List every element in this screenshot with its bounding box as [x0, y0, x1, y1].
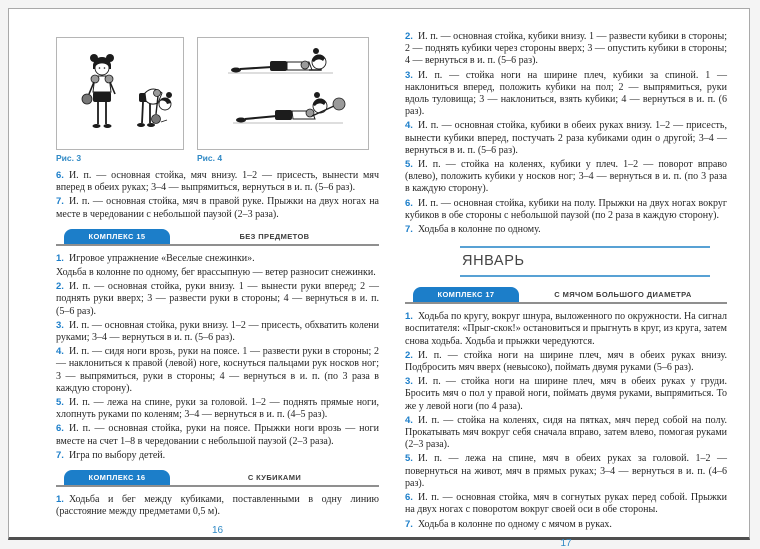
exercise-item	[405, 70, 727, 119]
item-number: 7.	[56, 449, 64, 461]
exercise-item	[405, 31, 727, 68]
figure-3-caption: Рис. 3	[56, 153, 82, 163]
item-number: 7.	[405, 224, 413, 236]
item-number: 1.	[56, 494, 64, 506]
figure-4-drawing	[198, 38, 368, 149]
exercise-item	[405, 198, 727, 222]
item-text: И. п. — основная стойка, кубики внизу. 1 — развести кубики в стороны; 2 — поднять кубики через стороны вверх; 3 — опустить кубики в стороны; 4 — вернуться в и. п. (5–6 раз).	[405, 31, 727, 67]
exercise-item	[56, 346, 379, 395]
item-number: 2.	[405, 349, 413, 361]
figures-row	[56, 37, 379, 150]
item-text: И. п. — основная стойка, кубики в обеих руках внизу. 1–2 — присесть, вынести кубики вперед, постучать 2 раза кубиками один о другой; 3–4 — вернуться в и. п. (5–6 раз).	[405, 120, 727, 156]
item-text: И. п. — основная стойка, мяч внизу. 1–2 — присесть, вынести мяч вперед в обеих руках; 3–4 — выпрямиться, вернуться в и. п. (5–6 раз).	[56, 170, 379, 194]
item-number: 3.	[56, 319, 64, 331]
exercise-item	[56, 196, 379, 220]
exercise-item	[405, 224, 727, 236]
exercise-item	[405, 415, 727, 452]
exercise-item	[405, 120, 727, 157]
item-text: И. п. — стойка ноги на ширине плеч, мяч в обеих руках внизу. Подбросить мяч вверх (невысоко), поймать двумя руками (5–6 раз).	[405, 349, 727, 374]
item-text: Ходьба в колонне по одному с мячом в руках.	[417, 518, 612, 530]
exercise-item	[405, 376, 727, 413]
item-text: И. п. — стойка ноги на ширине плеч, мяч в обеих руках у груди. Бросить мяч о пол у правой ноги, поймать двумя руками, выпрямиться. То же у левой ноги (по 4 раза).	[405, 376, 727, 412]
item-text: И. п. — лежа на спине, мяч в обеих руках за головой. 1–2 — повернуться на живот, мяч в прямых руках; 3–4 — вернуться в и. п. (4–6 раз).	[405, 453, 727, 489]
exercise-item	[56, 450, 379, 462]
item-text: Ходьба в колонне по одному, бег врассыпную — ветер разносит снежинки.	[56, 267, 376, 279]
exercise-item	[56, 397, 379, 421]
item-number: 2.	[56, 281, 64, 293]
item-text: Ходьба в колонне по одному.	[417, 224, 541, 236]
exercise-item	[405, 453, 727, 490]
figure-captions-row	[56, 153, 379, 163]
complex-17-header	[405, 287, 727, 304]
item-number: 7.	[56, 196, 64, 208]
item-number: 1.	[405, 311, 413, 323]
exercise-item	[405, 159, 727, 196]
complex-16-exercise-list-continued	[405, 31, 727, 236]
item-number: 1.	[56, 252, 64, 264]
item-text: Ходьба и бег между кубиками, поставленными в одну линию (расстояние между предметами 0,5 м).	[56, 494, 379, 518]
item-number: 4.	[56, 346, 64, 358]
figure-4-caption: Рис. 4	[197, 153, 223, 163]
complex-15-header	[56, 229, 379, 246]
exercise-item	[405, 311, 727, 348]
item-text: И. п. — основная стойка, мяч в согнутых руках перед собой. Прыжки на двух ногах с поворотом вокруг своей оси в обе стороны.	[405, 492, 727, 516]
item-text: Игровое упражнение «Веселые снежинки».	[68, 252, 255, 264]
exercise-item	[405, 492, 727, 516]
complex-17-exercise-list	[405, 311, 727, 530]
complex-15-exercise-list	[56, 253, 379, 462]
right-page-column	[405, 31, 727, 549]
item-text: И. п. — основная стойка, руки внизу. 1–2 — присесть, обхватить колени руками; 3–4 — вернуться в и. п. (5–6 раз).	[56, 319, 379, 344]
exercise-item	[56, 320, 379, 344]
item-number: 5.	[56, 397, 64, 409]
complex-15-tab: КОМПЛЕКС 15	[64, 229, 170, 244]
item-text: И. п. — стойка на коленях, сидя на пятках, мяч перед собой на полу. Прокатывать мяч вокруг себя сначала вправо, затем влево, помогая руками (2–3 раза).	[405, 414, 727, 451]
complex-16-tab: КОМПЛЕКС 16	[64, 470, 170, 485]
exercise-item	[56, 170, 379, 194]
month-header-january: ЯНВАРЬ	[460, 246, 710, 277]
item-text: И. п. — сидя ноги врозь, руки на поясе. 1 — развести руки в стороны; 2 — наклониться к правой (левой) ноге, коснуться пальцами рук носков ног; 3 — выпрямиться, руки в стороны; 4 — вернуться в и. п. (по 3 раза в каждую сторону).	[56, 346, 379, 394]
figure-3-drawing	[57, 38, 183, 149]
exercise-item	[56, 253, 379, 265]
item-text: И. п. — основная стойка, мяч в правой руке. Прыжки на двух ногах на месте в чередовании с небольшой паузой (2–3 раза).	[56, 196, 379, 220]
item-number: 6.	[405, 492, 413, 504]
figure-4-box	[197, 37, 369, 150]
item-number: 3.	[405, 69, 413, 81]
item-number: 2.	[405, 31, 413, 42]
item-text: И. п. — основная стойка, руки внизу. 1 — вынести руки вперед; 2 — поднять руки вверх; 3 — развести руки в стороны; 4 — вернуться в и. п. (5–6 раз).	[56, 281, 379, 317]
item-text: Ходьба по кругу, вокруг шнура, выложенного по окружности. На сигнал воспитателя: «Прыг-скок!» остановиться и прыгнуть в круг, из круга, затем снова ходьба. Ходьба и прыжки чередуются.	[405, 311, 727, 347]
page-number-right: 17	[560, 537, 572, 549]
item-number: 6.	[405, 197, 413, 209]
item-text: И. п. — стойка ноги на ширине плеч, кубики за спиной. 1 — наклониться вперед, положить кубики на пол; 2 — выпрямиться, руки вдоль туловища; 3 — наклониться, взять кубики; 4 — вернуться в и. п. (6 раз).	[405, 69, 727, 118]
book-spread-page	[8, 8, 750, 549]
item-text: И. п. — основная стойка, кубики на полу. Прыжки на двух ногах вокруг кубиков в обе стороны с небольшой паузой (по 2 раза в каждую сторону).	[405, 197, 727, 221]
item-number: 5.	[405, 453, 413, 465]
exercise-item	[56, 267, 379, 279]
item-number: 5.	[405, 159, 413, 171]
complex-15-label: БЕЗ ПРЕДМЕТОВ	[239, 231, 310, 241]
item-number: 7.	[405, 518, 413, 530]
complex-16-exercise-list-start	[56, 494, 379, 518]
item-text: И. п. — лежа на спине, руки за головой. 1–2 — поднять прямые ноги, хлопнуть руками по коленям; 3–4 — вернуться в и. п. (4–5 раз).	[56, 397, 379, 421]
exercise-item	[56, 281, 379, 318]
exercise-item	[405, 519, 727, 531]
item-number: 4.	[405, 120, 413, 132]
item-text: И. п. — стойка на коленях, кубики у плеч. 1–2 — поворот вправо (влево), положить кубики у носков ног; 3–4 — вернуться в и. п. (по 3 раза в каждую сторону).	[405, 159, 727, 195]
item-number: 6.	[56, 170, 64, 181]
complex-16-header	[56, 470, 379, 487]
page-number-left: 16	[211, 525, 224, 537]
left-page-column	[56, 37, 379, 537]
item-number: 3.	[405, 376, 413, 388]
item-text: И. п. — основная стойка, руки на поясе. Прыжки ноги врозь — ноги вместе на счет 1–8 в чередовании с небольшой паузой (2–3 раза).	[56, 423, 379, 447]
exercise-item	[56, 423, 379, 447]
item-text: Игра по выбору детей.	[68, 449, 166, 461]
complex-16-label: С КУБИКАМИ	[247, 473, 302, 483]
figure-3-box	[56, 37, 184, 150]
exercise-list-top	[56, 170, 379, 221]
item-number: 4.	[405, 414, 413, 426]
complex-17-tab: КОМПЛЕКС 17	[413, 287, 519, 302]
exercise-item	[405, 350, 727, 374]
item-number: 6.	[56, 423, 64, 435]
exercise-item	[56, 494, 379, 518]
complex-17-label: С МЯЧОМ БОЛЬШОГО ДИАМЕТРА	[554, 290, 692, 300]
